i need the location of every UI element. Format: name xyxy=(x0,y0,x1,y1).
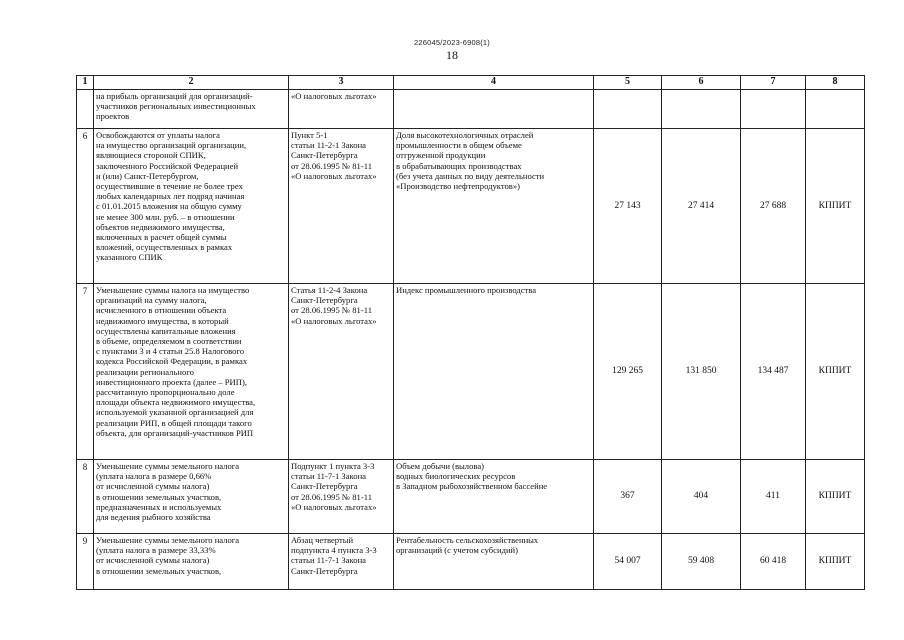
value-col-5: 27 143 xyxy=(594,129,662,284)
indicator-name: Индекс промышленного производства xyxy=(394,284,594,460)
benefit-description: Освобождаются от уплаты налога на имущество организаций организации, являющиеся стороной СПИК, заключенного Российской Федерацией и (или) Санкт-Петербургом, осуществившие в течение не более трех любых календарных лет подряд начиная с 01.01.2015 вложения на общую сумму не менее 300 млн. руб. – в отношении объектов недвижимого имущества, включенных в расчет общей суммы вложений, осуществленных в рамках указанного СПИК xyxy=(94,129,289,284)
value-col-7: 60 418 xyxy=(741,534,806,590)
indicator-name xyxy=(394,90,594,129)
indicator-name: Объем добычи (вылова) водных биологических ресурсов в Западном рыбохозяйственном бассейне xyxy=(394,460,594,534)
column-header: 5 xyxy=(594,76,662,90)
law-reference: Статья 11-2-4 Закона Санкт-Петербурга от 28.06.1995 № 81-11 «О налоговых льготах» xyxy=(289,284,394,460)
column-header: 4 xyxy=(394,76,594,90)
curator-code: КППИТ xyxy=(806,284,865,460)
value-col-5: 367 xyxy=(594,460,662,534)
column-header: 7 xyxy=(741,76,806,90)
value-col-7: 411 xyxy=(741,460,806,534)
value-col-5 xyxy=(594,90,662,129)
law-reference: Подпункт 1 пункта 3-3 статьи 11-7-1 Закона Санкт-Петербурга от 28.06.1995 № 81-11 «О налоговых льготах» xyxy=(289,460,394,534)
row-number xyxy=(77,90,94,129)
row-number: 8 xyxy=(77,460,94,534)
curator-code: КППИТ xyxy=(806,460,865,534)
indicator-name: Доля высокотехнологичных отраслей промышленности в общем объеме отгруженной продукции в обрабатывающих производствах (без учета данных по виду деятельности «Производство нефтепродуктов») xyxy=(394,129,594,284)
benefit-description: Уменьшение суммы земельного налога (уплата налога в размере 33,33% от исчисленной суммы налога) в отношении земельных участков, xyxy=(94,534,289,590)
law-reference: Пункт 5-1 статьи 11-2-1 Закона Санкт-Петербурга от 28.06.1995 № 81-11 «О налоговых льготах» xyxy=(289,129,394,284)
law-reference: Абзац четвертый подпункта 4 пункта 3-3 статьи 11-7-1 Закона Санкт-Петербурга xyxy=(289,534,394,590)
table-row xyxy=(77,129,865,284)
value-col-6: 131 850 xyxy=(662,284,741,460)
column-header: 2 xyxy=(94,76,289,90)
benefit-description: Уменьшение суммы земельного налога (уплата налога в размере 0,66% от исчисленной суммы налога) в отношении земельных участков, предназначенных и используемых для ведения рыбного хозяйства xyxy=(94,460,289,534)
benefit-description: на прибыль организаций для организаций- участников региональных инвестиционных проектов xyxy=(94,90,289,129)
tax-benefits-table xyxy=(76,75,865,590)
law-reference: «О налоговых льготах» xyxy=(289,90,394,129)
value-col-7: 27 688 xyxy=(741,129,806,284)
table-header-row xyxy=(77,76,865,90)
value-col-6 xyxy=(662,90,741,129)
curator-code xyxy=(806,90,865,129)
column-header: 3 xyxy=(289,76,394,90)
value-col-6: 404 xyxy=(662,460,741,534)
table-row xyxy=(77,460,865,534)
curator-code: КППИТ xyxy=(806,129,865,284)
curator-code: КППИТ xyxy=(806,534,865,590)
row-number: 6 xyxy=(77,129,94,284)
column-header: 1 xyxy=(77,76,94,90)
value-col-7: 134 487 xyxy=(741,284,806,460)
value-col-5: 129 265 xyxy=(594,284,662,460)
value-col-6: 59 408 xyxy=(662,534,741,590)
column-header: 6 xyxy=(662,76,741,90)
table-row xyxy=(77,90,865,129)
row-number: 7 xyxy=(77,284,94,460)
value-col-6: 27 414 xyxy=(662,129,741,284)
document-code: 226045/2023-6908(1) xyxy=(414,38,490,47)
indicator-name: Рентабельность сельскохозяйственных организаций (с учетом субсидий) xyxy=(394,534,594,590)
row-number: 9 xyxy=(77,534,94,590)
value-col-5: 54 007 xyxy=(594,534,662,590)
benefit-description: Уменьшение суммы налога на имущество организаций на сумму налога, исчисленного в отношении объекта недвижимого имущества, в который осуществлены капитальные вложения в объеме, определяемом в соответствии с пунктами 3 и 4 статьи 25.8 Налогового кодекса Российской Федерации, в рамках реализации регионального инвестиционного проекта (далее – РИП), рассчитанную пропорционально доле площади объекта недвижимого имущества, используемой указанной организацией для реализации РИП, в общей площади такого объекта, для организаций-участников РИП xyxy=(94,284,289,460)
page-number: 18 xyxy=(446,48,458,62)
table-row xyxy=(77,534,865,590)
table-row xyxy=(77,284,865,460)
value-col-7 xyxy=(741,90,806,129)
column-header: 8 xyxy=(806,76,865,90)
